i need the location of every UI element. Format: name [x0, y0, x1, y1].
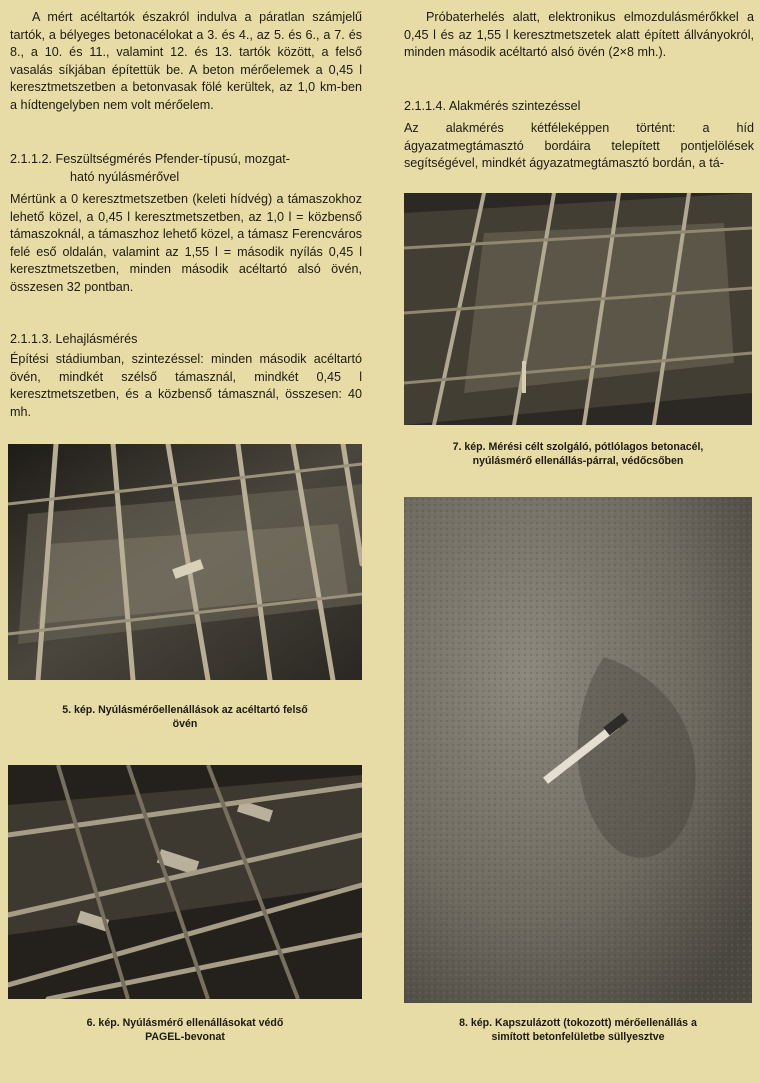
section-2112-heading: [10, 151, 362, 186]
section-2112-heading-line2: ható nyúlásmérővel: [70, 169, 180, 184]
proof-load-paragraph: Próbaterhelés alatt, elektronikus elmozdulásmérőkkel a 0,45 l és az 1,55 l keresztmetszetek alatt épített állványokról, minden második acéltartó alsó övén (2×8 mh.).: [404, 10, 754, 60]
section-2112-heading-line1: 2.1.1.2. Feszültségmérés Pfender-típusú, mozgat-: [10, 152, 290, 166]
caption-photo-6-line2: PAGEL-bevonat: [145, 1031, 225, 1043]
section-2114-paragraph: Az alakmérés kétféleképpen történt: a híd ágyazatmegtámasztó bordáira telepített pontjelölések segítségével, mindkét ágyazatmegtámasztó bordán, a tá-: [404, 121, 754, 171]
caption-photo-8: [404, 1016, 752, 1044]
caption-photo-5-line1: 5. kép. Nyúlásmérőellenállások az acéltartó felső: [62, 704, 308, 716]
section-2113-paragraph: Építési stádiumban, szintezéssel: minden második acéltartó övén, mindkét szélső támasznál, mindkét 0,45 l keresztmetszetben, és a közbenső támasznál, összesen: 40 mh.: [10, 352, 362, 419]
caption-photo-6-line1: 6. kép. Nyúlásmérő ellenállásokat védő: [86, 1017, 284, 1029]
section-2113-heading: 2.1.1.3. Lehajlásmérés: [10, 332, 138, 346]
section-2112-paragraph: Mértünk a 0 keresztmetszetben (keleti hídvég) a támaszokhoz lehető közel, a 0,45 l keresztmetszetben, az 1,0 l = közbenső támaszoknál, a támaszhoz lehető közel, a támasz Ferencváros felé eső oldalán, valamint az 1,55 l = második nyílás 0,45 l keresztmetszetben, minden második acéltartó alsó övén, összesen 32 pontban.: [10, 192, 362, 294]
photo-7: [404, 193, 752, 425]
photo-5: [8, 444, 362, 680]
section-2114-heading: 2.1.1.4. Alakmérés szintezéssel: [404, 99, 581, 113]
photo-6: [8, 765, 362, 999]
intro-paragraph: A mért acéltartók északról indulva a páratlan számjelű tartók, a bélyeges betonacélokat a 3. és 4., az 5. és 6., a 7. és 8., a 10. és 11., valamint 12. és 13. tartók között, a felső vasalás síkjában építettük be. A beton mérőelemek a 0,45 l keresztmetszetben a betonvasak fölé kerültek, az 1,0 km-ben a hídtengelyben nem volt mérőelem.: [10, 10, 362, 112]
caption-photo-8-line2: simított betonfelületbe süllyesztve: [491, 1031, 665, 1043]
photo-8: [404, 497, 752, 1003]
caption-photo-5: [8, 703, 362, 731]
caption-photo-5-line2: övén: [172, 718, 198, 730]
caption-photo-7-line2: nyúlásmérő ellenállás-párral, védőcsőben: [472, 455, 684, 467]
caption-photo-6: [8, 1016, 362, 1044]
caption-photo-8-line1: 8. kép. Kapszulázott (tokozott) mérőellenállás a: [459, 1017, 697, 1029]
caption-photo-7-line1: 7. kép. Mérési célt szolgáló, pótlólagos betonacél,: [452, 441, 704, 453]
caption-photo-7: [404, 440, 752, 468]
